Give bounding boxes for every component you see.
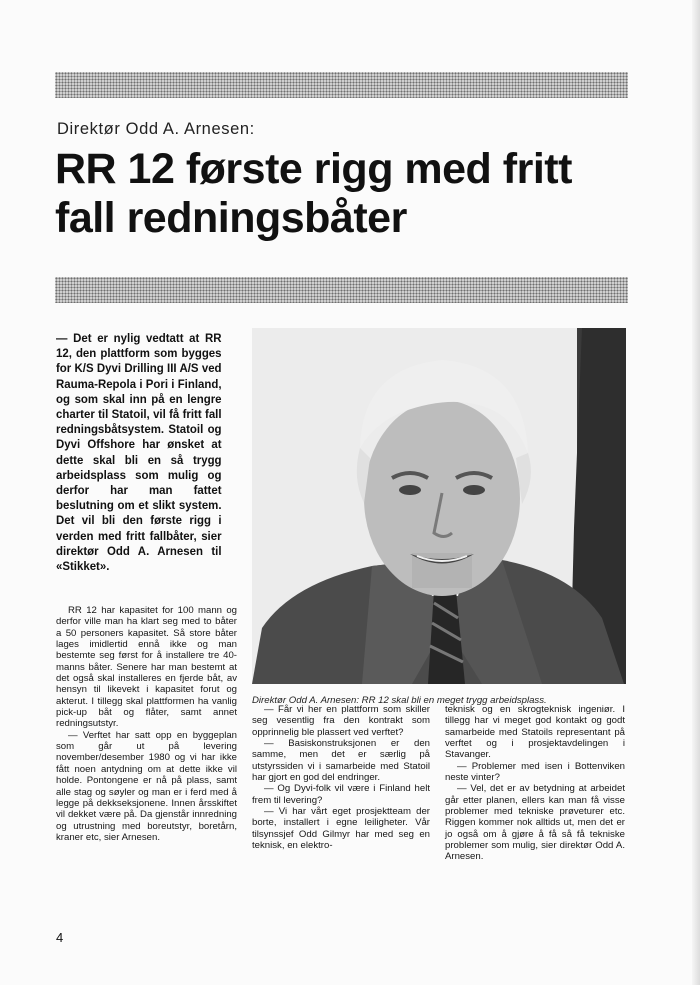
- halftone-band-bottom: [55, 277, 628, 303]
- page-edge-shadow: [692, 0, 700, 985]
- body-paragraph: RR 12 har kapasitet for 100 mann og derfor ville man ha klart seg med to båter a 50 personers kapasitet. Så store båter lages imidlertid ennå ikke og man bestemte seg først for å installere tre 40-manns båter. Senere har man bestemt at det også skal installeres en fjerde båt, av hensyn til likevekt i kapasitet forut og akterut. I tillegg skal plattformen ha vanlig pick-up båt og flåter, samt annet redningsutstyr.: [56, 605, 237, 730]
- body-paragraph: — Vel, det er av betydning at arbeidet går etter planen, ellers kan man få visse problemer med tekniske prøveturer etc. Riggen kommer nok alltids ut, men det er jo også om å gjøre å få så få tekniske problemer som mulig, sier direktør Odd A. Arnesen.: [445, 783, 625, 863]
- article-headline: RR 12 første rigg med fritt fall redningsbåter: [55, 145, 572, 242]
- body-column-3: [445, 704, 625, 863]
- page-number: 4: [56, 930, 64, 945]
- body-paragraph: — Verftet har satt opp en byggeplan som går ut på levering november/desember 1980 og vi har ikke fått noen antydning om at dette ikke vil holde. Pontongene er nå på plass, samt alle stag og søyler og man er i ferd med å legge på dekkseksjonene. Innen årsskiftet vil dekket være på. Da gjenstår innredning og utrustning med boreutstyr, boretårn, kraner etc, sier Arnesen.: [56, 729, 237, 843]
- halftone-band-top: [55, 72, 628, 98]
- body-paragraph: — Får vi her en plattform som skiller seg vesentlig fra den kontrakt som opprinnelig ble plassert ved verftet?: [252, 704, 430, 738]
- portrait-illustration: [252, 328, 626, 684]
- body-paragraph: — Og Dyvi-folk vil være i Finland helt frem til levering?: [252, 783, 430, 806]
- body-column-1: [56, 605, 237, 843]
- body-paragraph: — Problemer med isen i Bottenviken neste vinter?: [445, 760, 625, 784]
- body-column-2: [252, 704, 430, 851]
- portrait-photo: [252, 328, 626, 684]
- lead-paragraph: — Det er nylig vedtatt at RR 12, den plattform som bygges for K/S Dyvi Drilling III A/S ved Rauma-Repola i Pori i Finland, og som skal inn på en lengre charter til Statoil, vil få fritt fall redningsbåtsystem. Statoil og Dyvi Offshore har ønsket at dette skal bli en så trygg arbeidsplass som mulig og derfor har man fattet beslutning om et slikt system. Det vil bli den første rigg i verden med fritt fallbåter, sier direktør Odd A. Arnesen til «Stikket».: [56, 331, 222, 574]
- body-paragraph: — Vi har vårt eget prosjektteam der borte, installert i egne leiligheter. Vår tilsynssjef Odd Gilmyr har med seg en teknisk, en elektro-: [252, 806, 430, 852]
- article-kicker: Direktør Odd A. Arnesen:: [57, 120, 255, 138]
- body-paragraph: teknisk og en skrogteknisk ingeniør. I tillegg har vi meget god kontakt og godt samarbeide med Statoils representant på verftet og i prosjektavdelingen i Stavanger.: [445, 704, 625, 761]
- body-paragraph: — Basiskonstruksjonen er den samme, men det er særlig på utstyrssiden vi i samarbeide med Statoil har gjort en god del endringer.: [252, 738, 430, 784]
- photo-caption: Direktør Odd A. Arnesen: RR 12 skal bli en meget trygg arbeidsplass.: [252, 695, 547, 706]
